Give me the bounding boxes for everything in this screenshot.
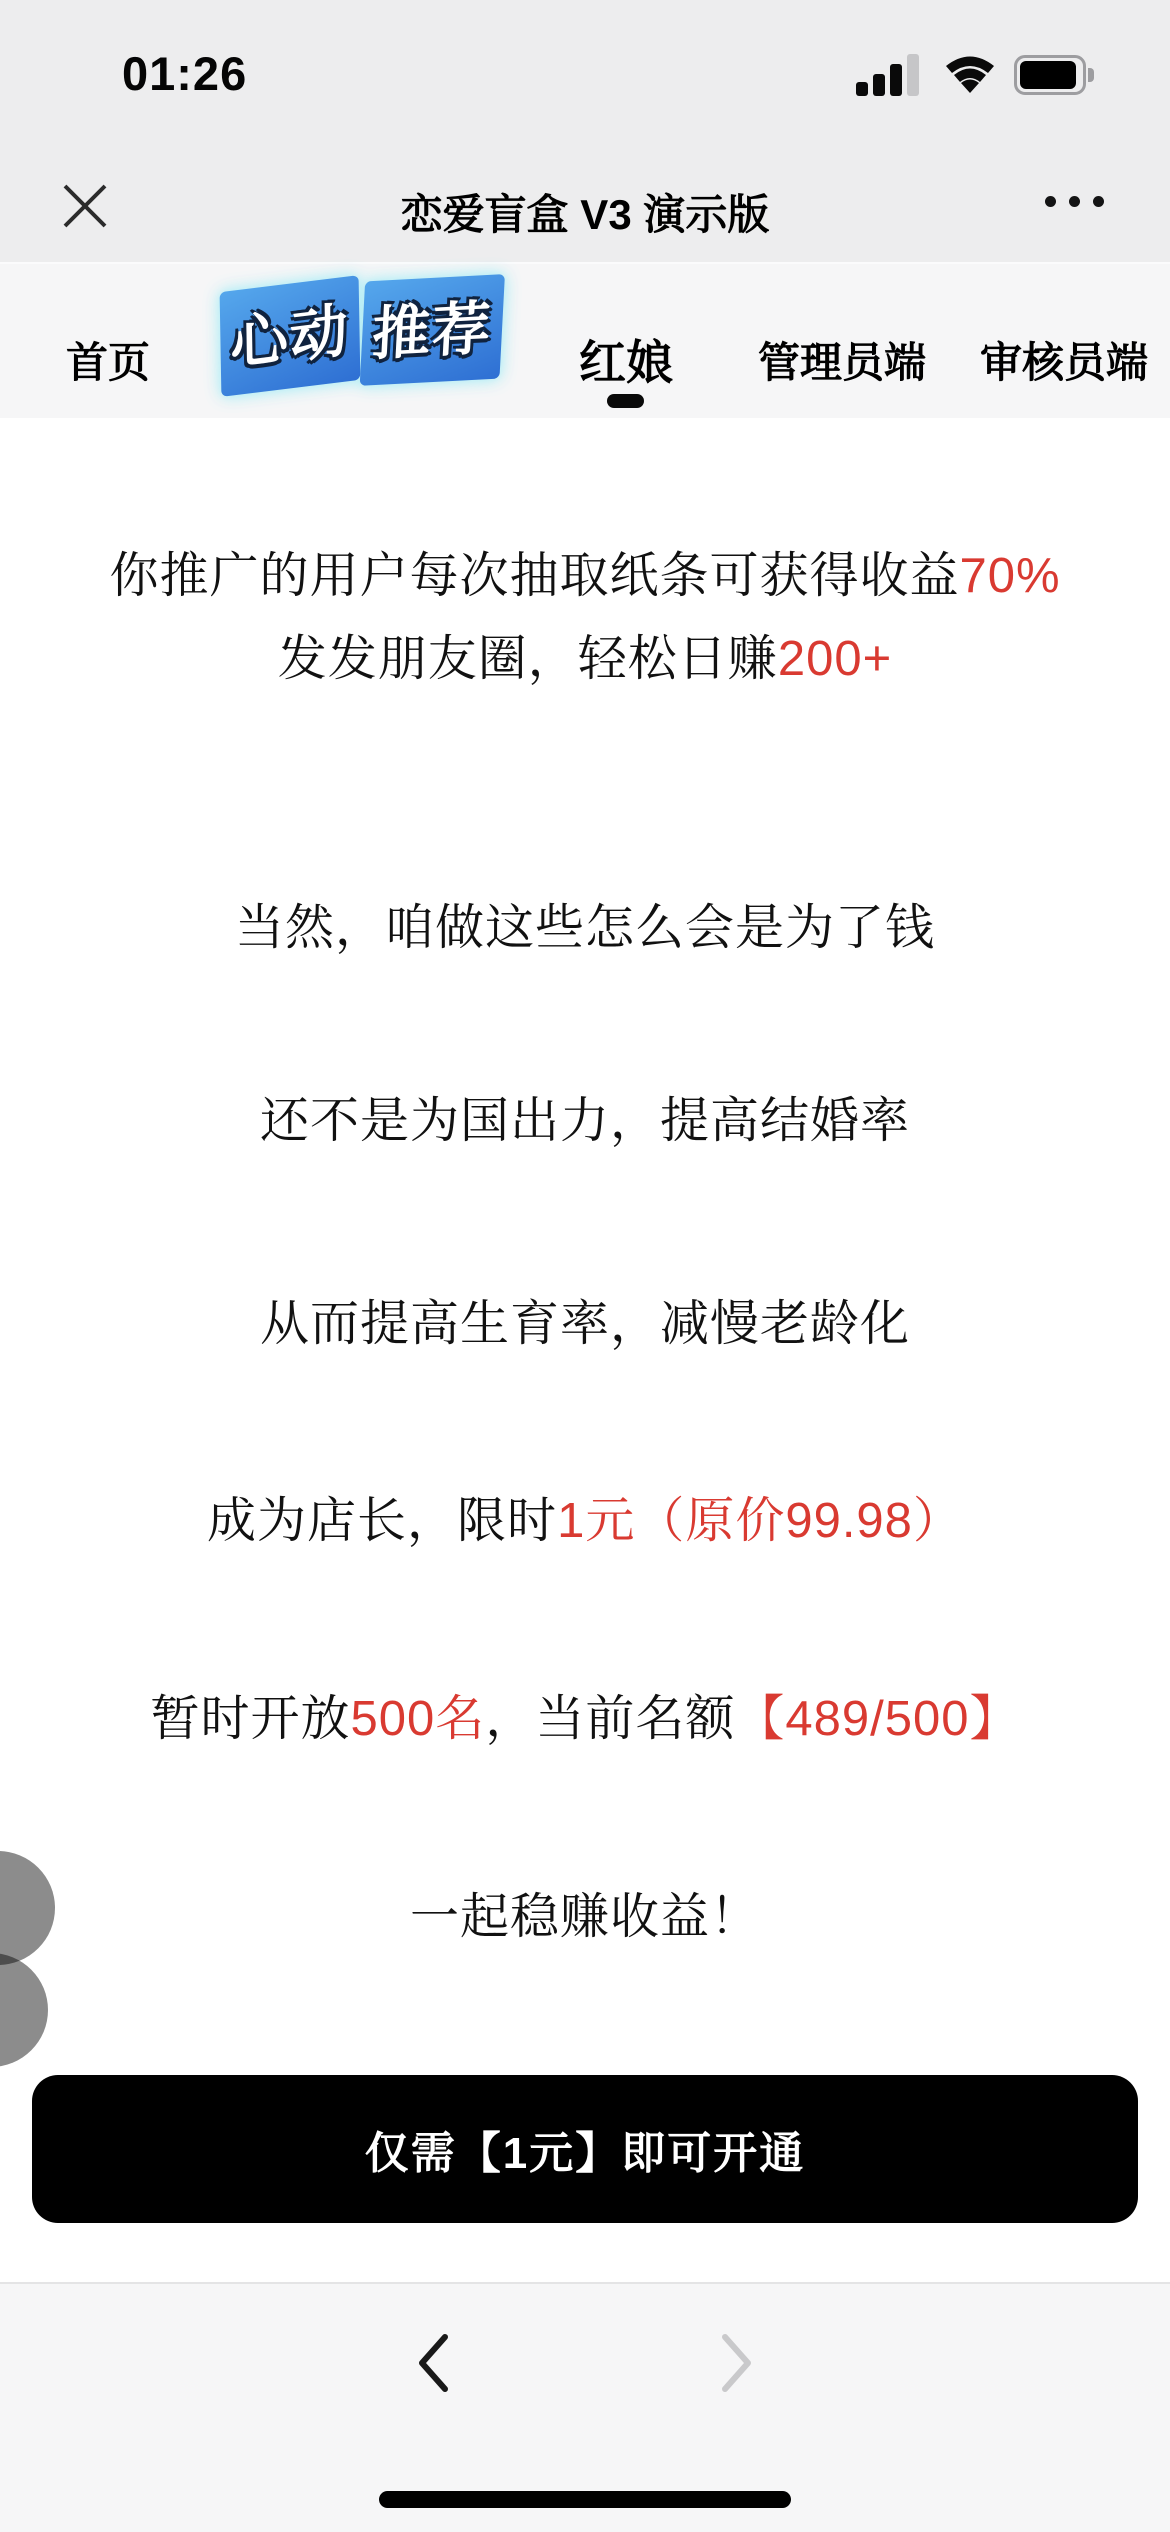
body-text: 从而提高生育率，减慢老龄化 [259, 1297, 910, 1351]
promo-line [0, 537, 1170, 607]
tab-heartbeat-recommend-logo[interactable] [220, 284, 502, 388]
top-chrome [0, 0, 1170, 262]
body-text: ，当前名额 [485, 1692, 736, 1746]
highlight-text: 1元（原价99.98） [557, 1494, 963, 1548]
forward-button[interactable] [707, 2328, 767, 2398]
open-shop-button[interactable] [32, 2075, 1138, 2223]
tab-home[interactable]: 首页 [65, 339, 151, 386]
body-text: 你推广的用户每次抽取纸条可获得收益 [109, 549, 960, 603]
body-text: 一起稳赚收益！ [409, 1890, 760, 1944]
status-time: 01:26 [122, 47, 248, 100]
promo-line [0, 889, 1170, 959]
promo-line [0, 1482, 1170, 1552]
highlight-text: 【489/500】 [735, 1692, 1020, 1746]
highlight-text: 70% [959, 549, 1061, 603]
tab-matchmaker[interactable]: 红娘 [579, 336, 673, 389]
promo-line [0, 1680, 1170, 1750]
tab-reviewer[interactable]: 审核员端 [979, 339, 1149, 386]
battery-icon [1014, 55, 1098, 95]
status-icons [856, 52, 1098, 98]
promo-line [0, 1878, 1170, 1948]
logo-part-1: 心动 [220, 275, 361, 397]
body-text: 还不是为国出力，提高结婚率 [259, 1094, 910, 1148]
promo-line [0, 620, 1170, 690]
promo-line [0, 1285, 1170, 1355]
active-tab-indicator [607, 394, 644, 408]
page-content [0, 418, 1170, 2282]
home-indicator[interactable] [379, 2491, 791, 2508]
nav-tabbar [0, 262, 1170, 420]
wifi-icon [942, 53, 998, 97]
body-text: 当然，咱做这些怎么会是为了钱 [234, 901, 935, 955]
back-button[interactable] [403, 2328, 463, 2398]
body-text: 发发朋友圈，轻松日赚 [277, 632, 778, 686]
chevron-right-icon [720, 2333, 754, 2393]
more-menu-icon[interactable] [1045, 196, 1104, 207]
promo-line [0, 1082, 1170, 1152]
highlight-text: 200+ [777, 632, 893, 686]
chevron-left-icon [416, 2333, 450, 2393]
body-text: 暂时开放 [150, 1692, 351, 1746]
logo-part-2: 推荐 [360, 274, 505, 386]
body-text: 成为店长，限时 [207, 1494, 558, 1548]
open-shop-button-label: 仅需【1元】即可开通 [364, 2129, 806, 2178]
cellular-signal-icon [856, 52, 926, 98]
highlight-text: 500名 [350, 1692, 486, 1746]
tab-admin[interactable]: 管理员端 [757, 339, 927, 386]
page-title: 恋爱盲盒 V3 演示版 [400, 191, 770, 238]
